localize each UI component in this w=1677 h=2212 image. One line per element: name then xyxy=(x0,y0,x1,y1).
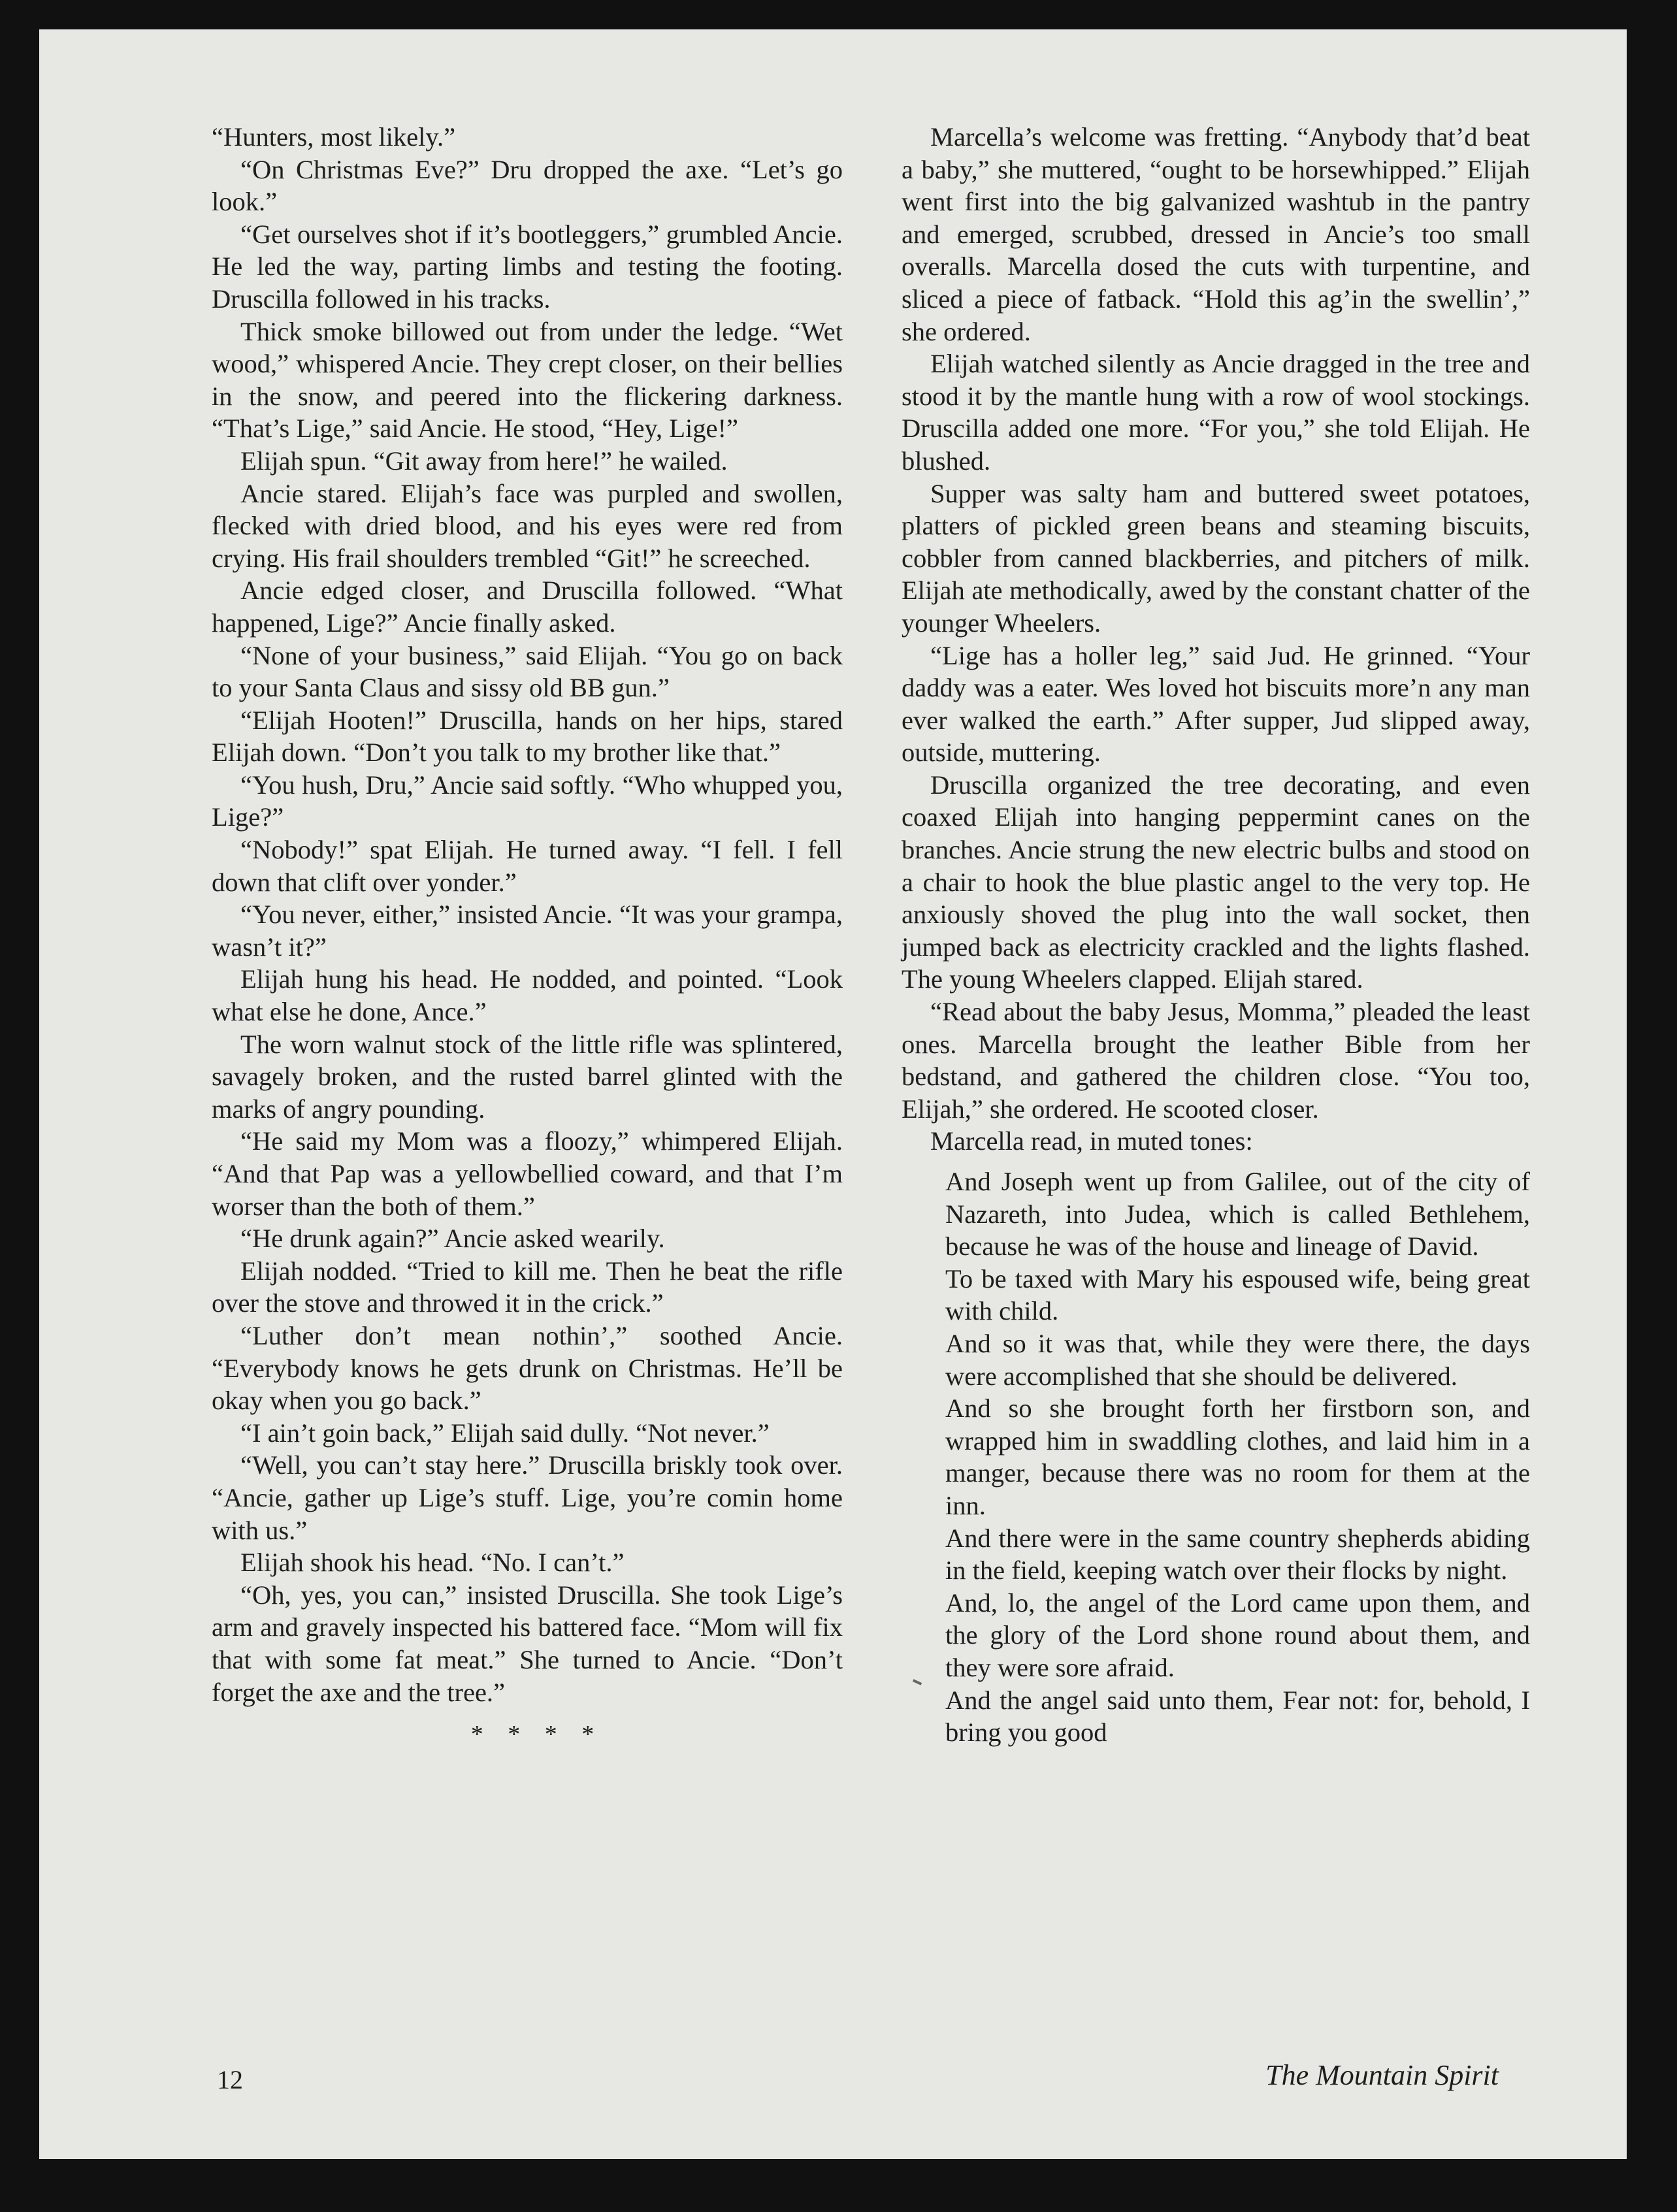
paragraph: “Oh, yes, you can,” insisted Druscilla. She took Lige’s arm and gravely inspected his battered face. “Mom will fix that with some fat meat.” She turned to Ancie. “Don’t forget the axe and the tree.” xyxy=(212,1580,843,1707)
paragraph: “Elijah Hooten!” Druscilla, hands on her hips, stared Elijah down. “Don’t you talk to my brother like that.” xyxy=(212,705,843,768)
scripture-verse: And so it was that, while they were there, the days were accomplished that she should be delivered. xyxy=(945,1328,1530,1391)
paragraph: “None of your business,” said Elijah. “You go on back to your Santa Claus and sissy old BB gun.” xyxy=(212,640,843,703)
paragraph: “You never, either,” insisted Ancie. “It was your grampa, wasn’t it?” xyxy=(212,900,843,962)
right-column xyxy=(902,121,1530,1749)
paragraph: “He said my Mom was a floozy,” whimpered Elijah. “And that Pap was a yellowbellied coward, and that I’m worser than the both of them.” xyxy=(212,1126,843,1221)
scripture-verse: To be taxed with Mary his espoused wife, being great with child. xyxy=(945,1263,1530,1326)
paragraph: Druscilla organized the tree decorating, and even coaxed Elijah into hanging peppermint canes on the branches. Ancie strung the new electric bulbs and stood on a chair to hook the blue plastic angel to the very top. He anxiously shoved the plug into the wall socket, then jumped back as electricity crackled and the lights flashed. The young Wheelers clapped. Elijah stared. xyxy=(902,770,1530,994)
paragraph: “He drunk again?” Ancie asked wearily. xyxy=(240,1224,665,1254)
paragraph: Elijah watched silently as Ancie dragged in the tree and stood it by the mantle hung with a row of wool stockings. Druscilla added one more. “For you,” she told Elijah. He blushed. xyxy=(902,349,1530,476)
page-number: 12 xyxy=(217,2065,243,2094)
paragraph: Supper was salty ham and buttered sweet potatoes, platters of pickled green beans and steaming biscuits, cobbler from canned blackberries, and pitchers of milk. Elijah ate methodically, awed by the constant chatter of the younger Wheelers. xyxy=(902,478,1530,638)
scripture-verse: And there were in the same country shepherds abiding in the field, keeping watch over their flocks by night. xyxy=(945,1523,1530,1586)
paragraph: Elijah nodded. “Tried to kill me. Then he beat the rifle over the stove and throwed it in the crick.” xyxy=(212,1256,843,1318)
scripture-quote xyxy=(902,1165,1530,1749)
paragraph: “You hush, Dru,” Ancie said softly. “Who whupped you, Lige?” xyxy=(212,770,843,832)
paragraph: Elijah hung his head. He nodded, and pointed. “Look what else he done, Ance.” xyxy=(212,964,843,1027)
paragraph: “Nobody!” spat Elijah. He turned away. “I fell. I fell down that clift over yonder.” xyxy=(212,835,843,897)
magazine-page xyxy=(39,29,1627,2159)
paragraph: Elijah spun. “Git away from here!” he wailed. xyxy=(240,446,728,476)
paragraph: “I ain’t goin back,” Elijah said dully. “Not never.” xyxy=(240,1418,770,1448)
paragraph: The worn walnut stock of the little rifle was splintered, savagely broken, and the rusted barrel glinted with the marks of angry pounding. xyxy=(212,1029,843,1124)
paragraph: Ancie edged closer, and Druscilla followed. “What happened, Lige?” Ancie finally asked. xyxy=(212,576,843,638)
paragraph: Marcella read, in muted tones: xyxy=(930,1126,1253,1156)
paragraph: Thick smoke billowed out from under the ledge. “Wet wood,” whispered Ancie. They crept closer, on their bellies in the snow, and peered into the flickering darkness. “That’s Lige,” said Ancie. He stood, “Hey, Lige!” xyxy=(212,316,843,444)
scripture-verse: And Joseph went up from Galilee, out of the city of Nazareth, into Judea, which is called Bethlehem, because he was of the house and lineage of David. xyxy=(945,1167,1530,1261)
left-column xyxy=(212,121,843,1751)
paragraph: “Well, you can’t stay here.” Druscilla briskly took over. “Ancie, gather up Lige’s stuff. Lige, you’re comin home with us.” xyxy=(212,1450,843,1545)
journal-title: The Mountain Spirit xyxy=(1265,2059,1499,2091)
paragraph: “On Christmas Eve?” Dru dropped the axe. “Let’s go look.” xyxy=(212,154,843,217)
scripture-verse: And the angel said unto them, Fear not: for, behold, I bring you good xyxy=(945,1685,1530,1748)
paragraph: “Read about the baby Jesus, Momma,” pleaded the least ones. Marcella brought the leather Bible from her bedstand, and gathered the children close. “You too, Elijah,” she ordered. He scooted closer. xyxy=(902,997,1530,1124)
paragraph: “Get ourselves shot if it’s bootleggers,” grumbled Ancie. He led the way, parting limbs and testing the footing. Druscilla followed in his tracks. xyxy=(212,219,843,314)
section-break: * * * * xyxy=(470,1721,604,1749)
paragraph: “Luther don’t mean nothin’,” soothed Ancie. “Everybody knows he gets drunk on Christmas. He’ll be okay when you go back.” xyxy=(212,1320,843,1416)
paragraph: Ancie stared. Elijah’s face was purpled and swollen, flecked with dried blood, and his eyes were red from crying. His frail shoulders trembled “Git!” he screeched. xyxy=(212,478,843,573)
paragraph: “Hunters, most likely.” xyxy=(212,122,456,152)
paragraph: Elijah shook his head. “No. I can’t.” xyxy=(240,1548,625,1578)
scripture-verse: And, lo, the angel of the Lord came upon them, and the glory of the Lord shone round about them, and they were sore afraid. xyxy=(945,1587,1530,1682)
paragraph: Marcella’s welcome was fretting. “Anybody that’d beat a baby,” she muttered, “ought to be horsewhipped.” Elijah went first into the big galvanized washtub in the pantry and emerged, scrubbed, dressed in Ancie’s too small overalls. Marcella dosed the cuts with turpentine, and sliced a piece of fatback. “Hold this ag’in the swellin’,” she ordered. xyxy=(902,122,1530,346)
paragraph: “Lige has a holler leg,” said Jud. He grinned. “Your daddy was a eater. Wes loved hot biscuits more’n any man ever walked the earth.” After supper, Jud slipped away, outside, muttering. xyxy=(902,640,1530,768)
scripture-verse: And so she brought forth her firstborn son, and wrapped him in swaddling clothes, and laid him in a manger, because there was no room for them at the inn. xyxy=(945,1393,1530,1520)
